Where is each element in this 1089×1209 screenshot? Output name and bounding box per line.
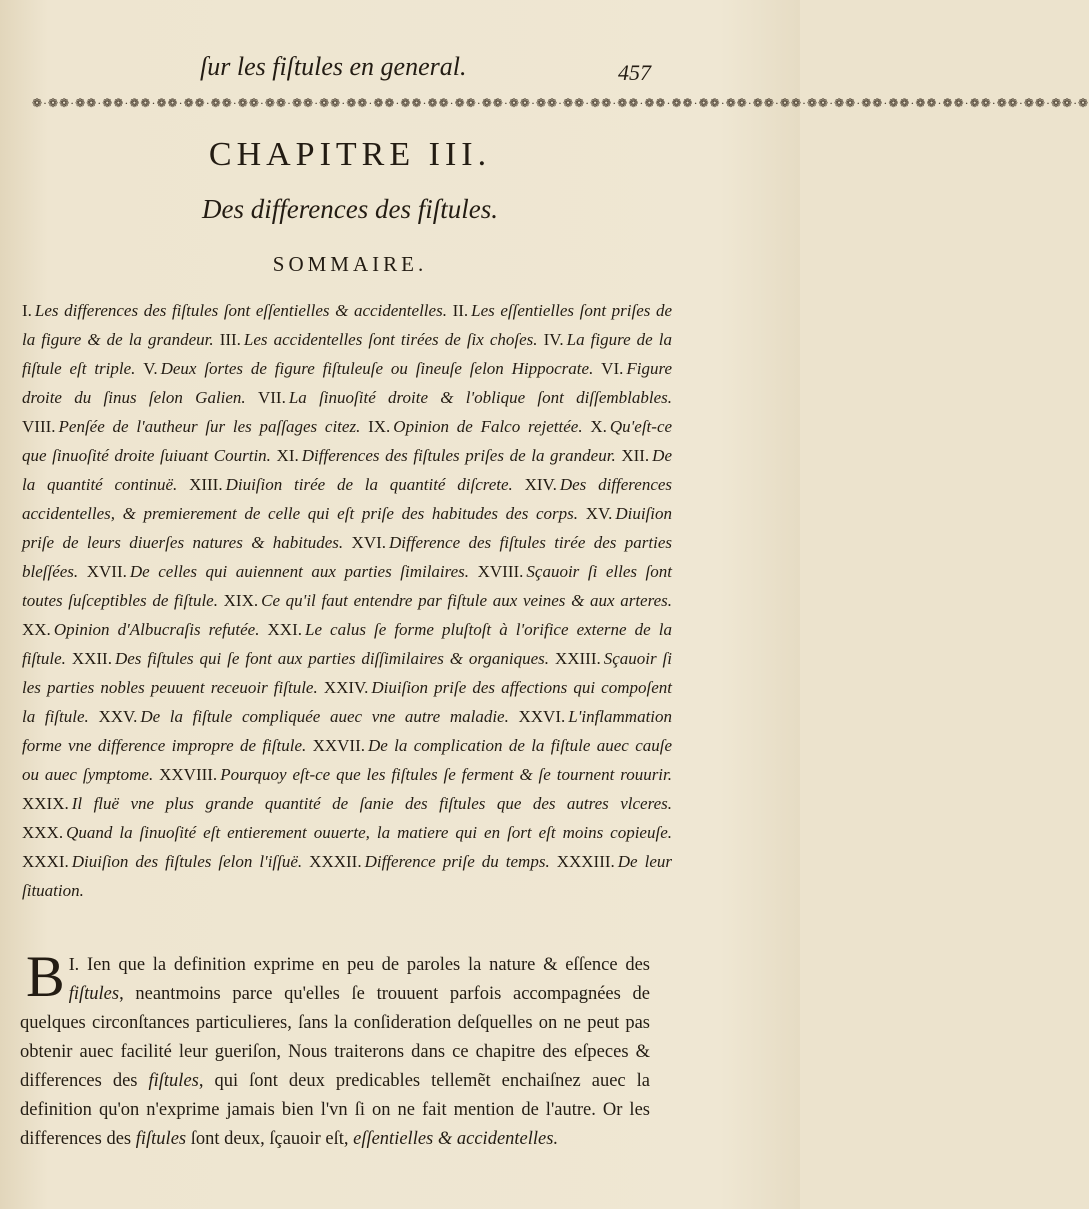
summary-item-number: XXIX. <box>22 794 69 813</box>
summary-item-number: XXXI. <box>22 852 69 871</box>
summary-item-number: XXII. <box>71 649 112 668</box>
summary-item-number: XI. <box>276 446 299 465</box>
summary-item-number: XV. <box>585 504 613 523</box>
body-emphasis-4: eſſentielles & accidentelles. <box>353 1129 559 1149</box>
summary-item-text: Sçauoir ſi les parties nobles peuuent receuoir fiſtule. <box>22 649 673 697</box>
chapter-title: CHAPITRE III. <box>208 136 492 173</box>
running-title: ſur les fiſtules en general. <box>200 52 467 81</box>
body-text-1: Ien que la definition exprime en peu de paroles la nature & eſſence des <box>86 955 651 975</box>
summary-item-text: Diuiſion tirée de la quantité diſcrete. <box>225 475 513 494</box>
body-text-2: , neantmoins parce qu'elles ſe trouuent parfois accompagnées de quelques circonſtances particulieres, ſans la conſideration deſquelles on ne peut pas obtenir auec facilité leur gueriſon, Nous traiterons dans ce chapitre des eſpeces & differences des <box>20 984 650 1091</box>
summary-item-number: XXX. <box>22 823 64 842</box>
summary-item-text: Sçauoir ſi elles ſont toutes ſuſceptibles de fiſtule. <box>22 562 673 610</box>
summary-item-number: II. <box>452 301 469 320</box>
summary-item-number: X. <box>590 417 607 436</box>
page-number: 457 <box>618 60 651 85</box>
summary-item-number: XXXIII. <box>556 852 615 871</box>
sommaire-summary <box>22 296 672 905</box>
summary-item-text: Difference des fiſtules tirée des parties bleſſées. <box>22 533 673 581</box>
body-emphasis-2: fiſtules <box>148 1071 199 1091</box>
summary-item-number: XXV. <box>98 707 138 726</box>
body-emphasis-1: fiſtules <box>68 984 120 1004</box>
summary-item-number: III. <box>219 330 241 349</box>
summary-item-number: IV. <box>543 330 564 349</box>
body-text-4: ſont deux, ſçauoir eſt, <box>186 1129 354 1149</box>
ornament-band: ❁·❁❁·❁❁·❁❁·❁❁·❁❁·❁❁·❁❁·❁❁·❁❁·❁❁·❁❁·❁❁·❁❁·❁❁·❁❁·❁❁·❁❁·❁❁·❁❁·❁❁·❁❁·❁❁·❁❁·❁❁·❁❁·❁❁·❁❁·❁❁·❁❁·❁❁·❁❁·❁❁·❁❁·❁❁·❁❁·❁❁·❁❁·❁❁·❁ <box>32 96 1089 110</box>
section-number: I. <box>68 954 80 974</box>
summary-item-number: XIV. <box>524 475 557 494</box>
summary-item-number: VI. <box>601 359 624 378</box>
summary-item-number: VIII. <box>22 417 56 436</box>
summary-item-text: De la fiſtule compliquée auec vne autre maladie. <box>140 707 509 726</box>
summary-item-number: XVIII. <box>477 562 524 581</box>
summary-item-number: XIX. <box>223 591 259 610</box>
summary-item-number: XXI. <box>267 620 302 639</box>
summary-item-text: Le calus ſe forme pluſtoſt à l'orifice externe de la fiſtule. <box>22 620 672 668</box>
summary-item-text: La ſinuoſité droite & l'oblique ſont diſſemblables. <box>288 388 673 407</box>
summary-item-text: Penſée de l'autheur ſur les paſſages citez. <box>58 417 361 436</box>
summary-item-number: XVII. <box>86 562 127 581</box>
summary-item-text: Des differences accidentelles, & premierement de celle qui eſt priſe des habitudes des corps. <box>22 475 673 523</box>
summary-item-text: De la quantité continuë. <box>22 446 672 494</box>
summary-item-number: IX. <box>368 417 391 436</box>
summary-item-number: XX. <box>22 620 51 639</box>
summary-item-number: XII. <box>621 446 650 465</box>
summary-item-text: Quand la ſinuoſité eſt entierement ouuerte, la matiere qui en ſort eſt moins copieuſe. <box>66 823 672 842</box>
summary-item-text: Figure droite du ſinus ſelon Galien. <box>22 359 673 407</box>
summary-item-number: XXIII. <box>554 649 601 668</box>
body-paragraph <box>20 944 651 1154</box>
summary-item-text: Ce qu'il faut entendre par fiſtule aux veines & aux arteres. <box>261 591 673 610</box>
summary-item-text: Deux ſortes de figure fiſtuleuſe ou ſineuſe ſelon Hippocrate. <box>160 359 594 378</box>
summary-item-text: Il fluë vne plus grande quantité de ſanie des fiſtules que des autres vlceres. <box>71 794 672 813</box>
body-emphasis-3: fiſtules <box>135 1129 187 1149</box>
summary-item-text: De leur ſituation. <box>22 852 672 900</box>
summary-item-text: Diuiſion priſe de leurs diuerſes natures & habitudes. <box>22 504 672 552</box>
summary-item-number: XXVI. <box>518 707 566 726</box>
summary-item-text: Differences des fiſtules priſes de la grandeur. <box>301 446 616 465</box>
summary-item-number: I. <box>22 301 32 320</box>
summary-item-text: Les accidentelles ſont tirées de ſix choſes. <box>243 330 538 349</box>
summary-item-number: XXXII. <box>309 852 362 871</box>
body-text-3: , qui ſont deux predicables tellemẽt enchaiſnez auec la definition qu'on n'exprime jamais bien l'vn ſi on ne fait mention de l'autre. Or les differences des <box>20 1071 650 1149</box>
summary-item-text: De la complication de la fiſtule auec cauſe ou auec ſymptome. <box>22 736 673 784</box>
chapter-subtitle: Des differences des fiſtules. <box>202 194 498 224</box>
running-head <box>0 52 800 92</box>
summary-item-number: XVI. <box>351 533 387 552</box>
summary-item-text: Opinion d'Albucraſis refutée. <box>53 620 260 639</box>
summary-item-number: XIII. <box>189 475 223 494</box>
summary-item-text: Opinion de Falco rejettée. <box>393 417 583 436</box>
summary-item-text: Diuiſion des fiſtules ſelon l'iſſuë. <box>71 852 303 871</box>
summary-item-text: Les differences des fiſtules ſont eſſentielles & accidentelles. <box>34 301 447 320</box>
sommaire-heading: SOMMAIRE. <box>272 252 428 276</box>
summary-item-text: Des fiſtules qui ſe font aux parties diſſimilaires & organiques. <box>114 649 550 668</box>
summary-item-number: V. <box>143 359 158 378</box>
summary-item-text: Qu'eſt-ce que ſinuoſité droite ſuiuant Courtin. <box>22 417 673 465</box>
summary-item-number: XXIV. <box>323 678 369 697</box>
summary-item-text: Difference priſe du temps. <box>364 852 550 871</box>
summary-item-text: De celles qui auiennent aux parties ſimilaires. <box>129 562 470 581</box>
summary-item-number: XXVII. <box>312 736 365 755</box>
summary-item-text: Diuiſion priſe des affections qui compoſent la fiſtule. <box>22 678 672 726</box>
drop-cap: B <box>26 944 65 1009</box>
summary-item-text: Les eſſentielles ſont priſes de la figure & de la grandeur. <box>22 301 673 349</box>
summary-item-number: VII. <box>257 388 286 407</box>
summary-item-text: La figure de la fiſtule eſt triple. <box>22 330 672 378</box>
summary-item-text: Pourquoy eſt-ce que les fiſtules ſe ferment & ſe tournent rouurir. <box>220 765 673 784</box>
summary-item-number: XXVIII. <box>159 765 218 784</box>
summary-item-text: L'inflammation forme vne difference impropre de fiſtule. <box>22 707 673 755</box>
